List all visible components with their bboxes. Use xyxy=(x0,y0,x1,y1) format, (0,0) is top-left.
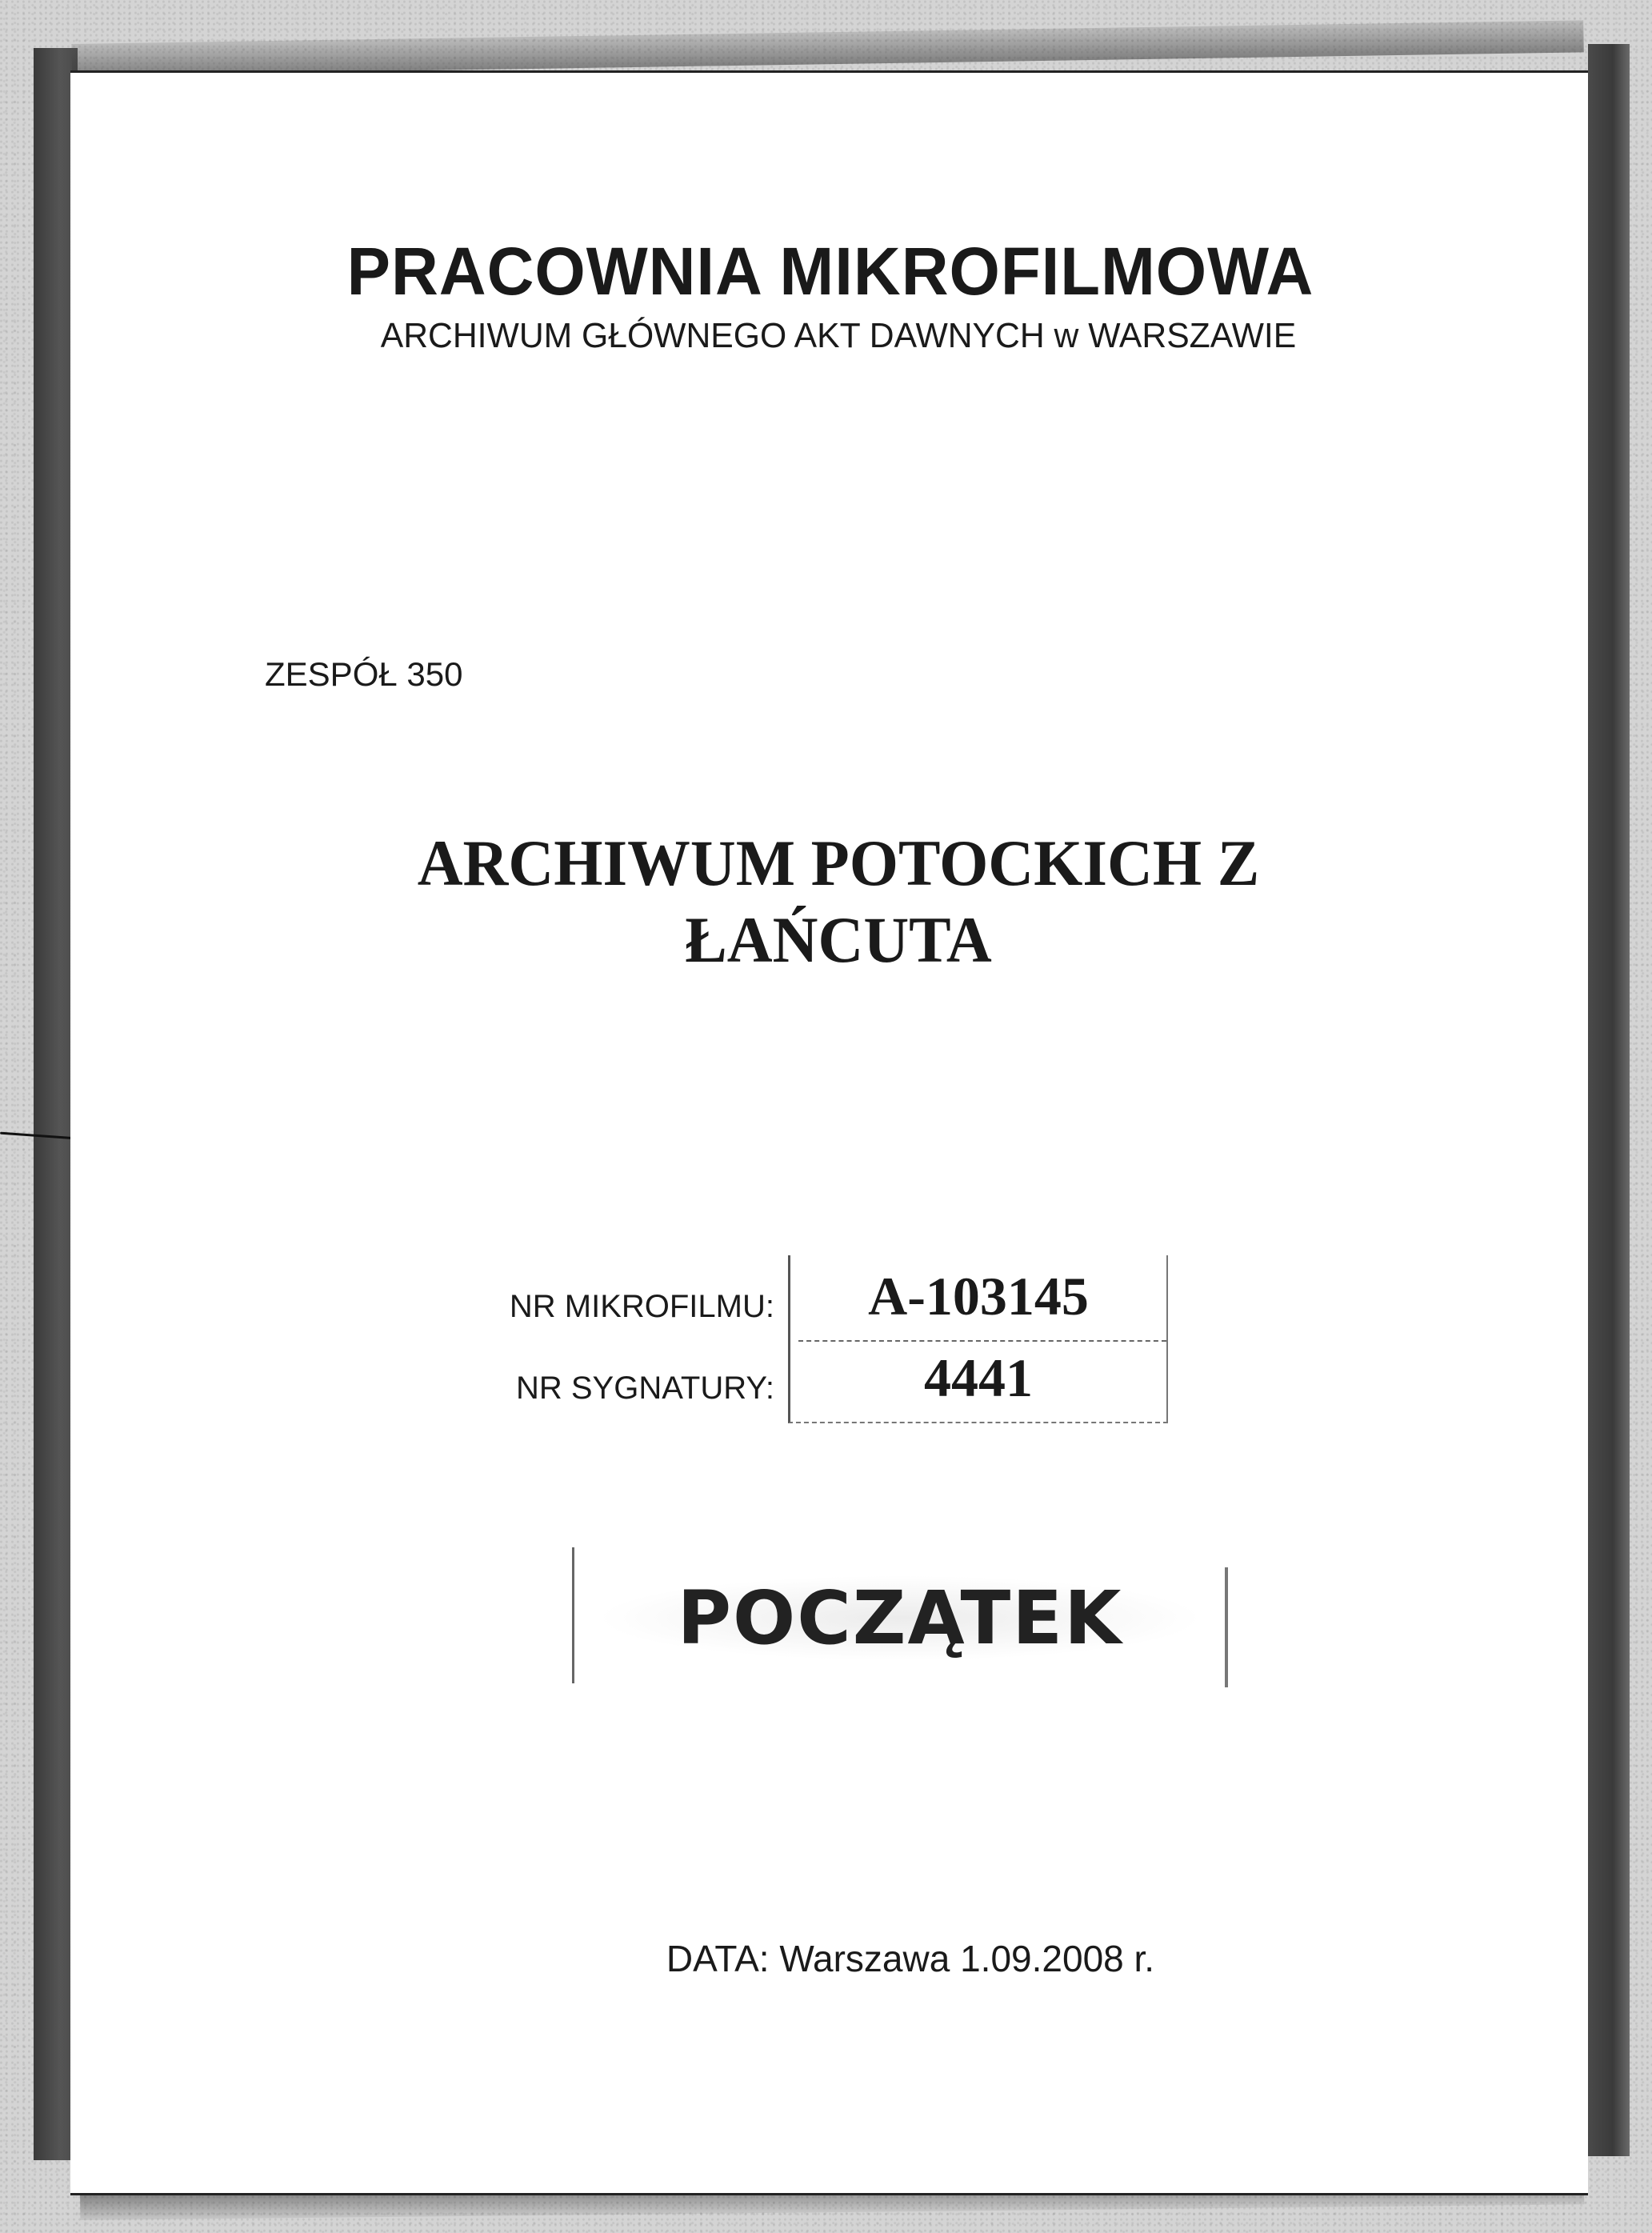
start-marker-right-bar xyxy=(1225,1567,1228,1687)
film-border-top xyxy=(71,20,1583,76)
identifier-box xyxy=(788,1255,1168,1423)
header-subtitle: ARCHIWUM GŁÓWNEGO AKT DAWNYCH w WARSZAWIE xyxy=(380,316,1297,355)
microfilm-number-label: NR MIKROFILMU: xyxy=(509,1289,774,1324)
start-marker-text: POCZĄTEK xyxy=(596,1575,1204,1661)
collection-title xyxy=(293,825,1383,978)
header-title: PRACOWNIA MIKROFILMOWA xyxy=(346,234,1314,309)
identifier-divider xyxy=(798,1340,1166,1342)
collection-title-line1: ARCHIWUM POTOCKICH Z xyxy=(417,826,1260,899)
microfilm-target-sheet xyxy=(70,70,1588,2195)
start-marker-box xyxy=(572,1543,1228,1687)
film-border-right xyxy=(1588,44,1630,2156)
collection-title-line2: ŁAŃCUTA xyxy=(685,903,992,976)
signature-number-value: 4441 xyxy=(924,1347,1033,1408)
signature-number-label: NR SYGNATURY: xyxy=(515,1371,774,1406)
date-line: DATA: Warszawa 1.09.2008 r. xyxy=(666,1938,1155,1979)
microfilm-number-value: A-103145 xyxy=(868,1266,1089,1327)
start-marker-left-bar xyxy=(572,1547,574,1683)
fonds-label: ZESPÓŁ 350 xyxy=(265,655,463,693)
